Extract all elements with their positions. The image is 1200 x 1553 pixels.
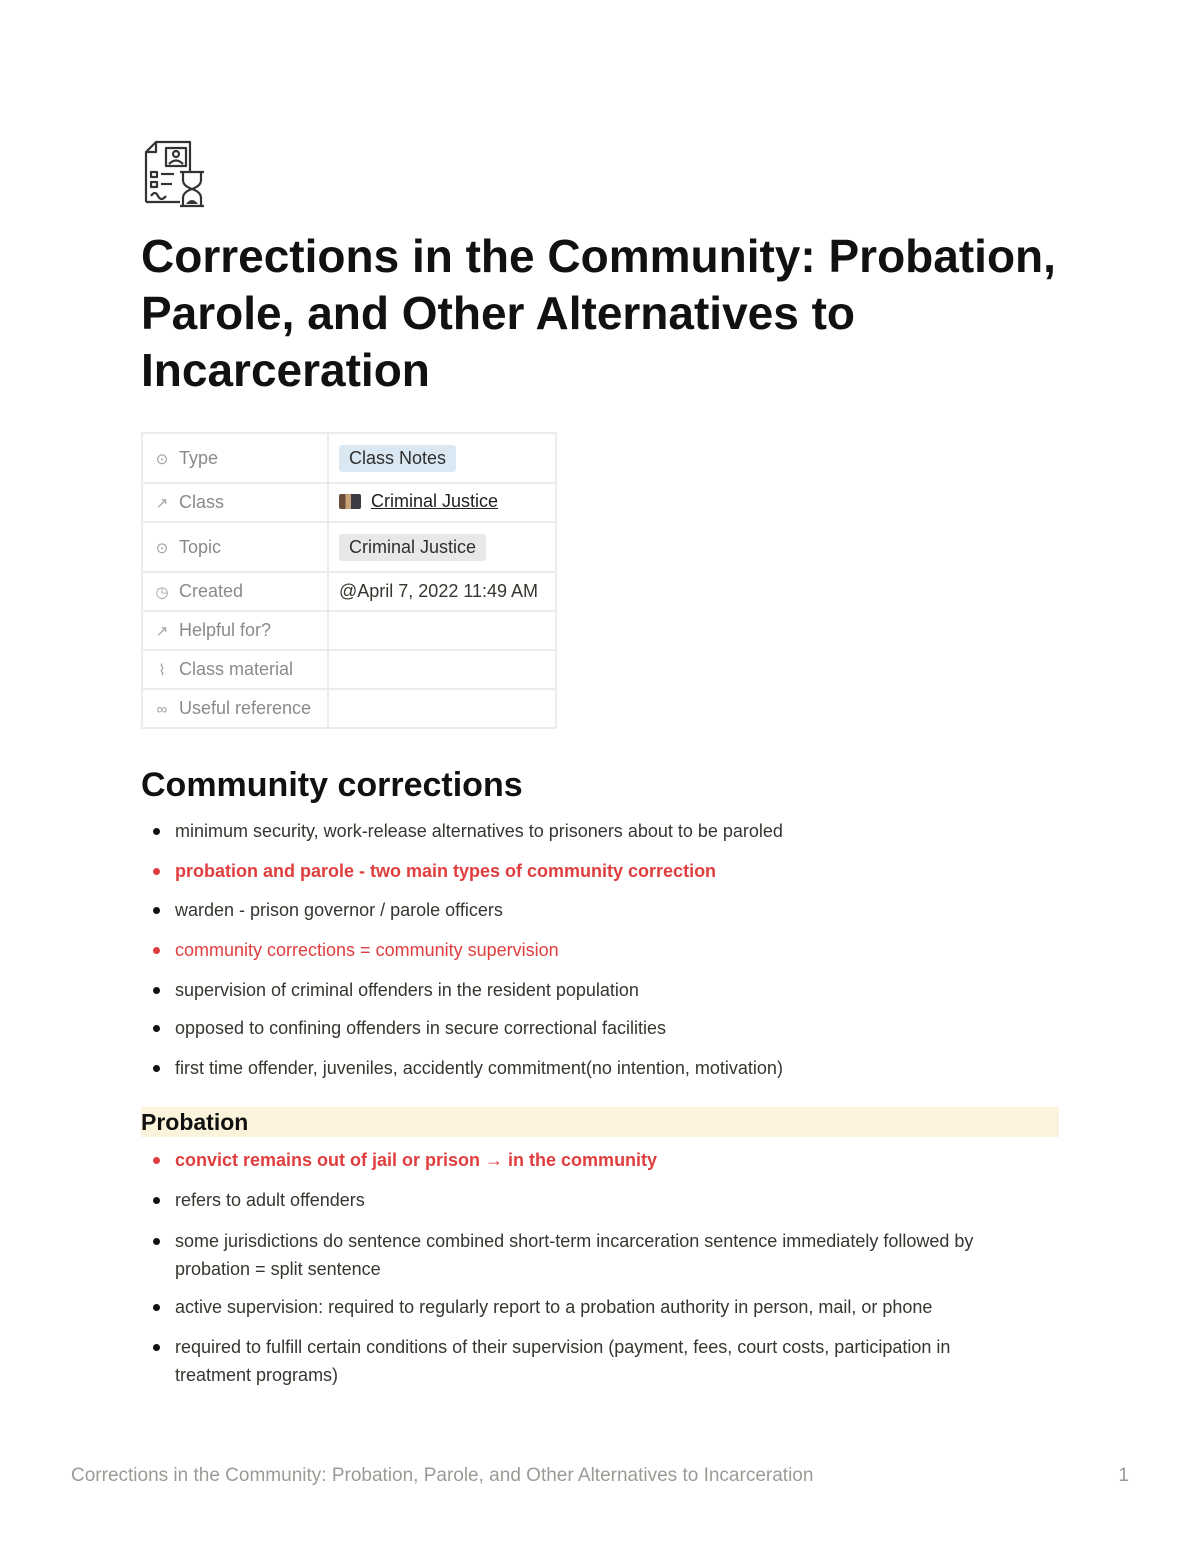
class-thumbnail (339, 494, 361, 509)
property-row-class-material (142, 650, 556, 689)
property-row-helpful-for (142, 611, 556, 650)
list-item: community corrections = community supervision (151, 936, 1031, 964)
list-item: refers to adult offenders (151, 1186, 1031, 1214)
property-key: ↗ Helpful for? (142, 611, 328, 650)
property-row-type (142, 433, 556, 483)
select-icon: ⊙ (155, 450, 169, 468)
probation-list (151, 1146, 1031, 1389)
list-item: probation and parole - two main types of community correction (151, 857, 1031, 885)
type-tag[interactable]: Class Notes (339, 445, 456, 472)
document-hourglass-icon (142, 140, 208, 210)
list-item: required to fulfill certain conditions of their supervision (payment, fees, court costs, participation in treatment programs) (151, 1333, 1031, 1389)
property-row-useful-reference (142, 689, 556, 728)
property-key: ↗ Class (142, 483, 328, 522)
page-title: Corrections in the Community: Probation, Parole, and Other Alternatives to Incarceration (141, 230, 1056, 396)
class-relation-link[interactable]: Criminal Justice (371, 491, 499, 511)
property-value-empty[interactable] (328, 650, 556, 689)
property-row-class (142, 483, 556, 522)
footer-title: Corrections in the Community: Probation, Parole, and Other Alternatives to Incarceration (71, 1465, 814, 1486)
paperclip-icon: ⌇ (158, 662, 166, 679)
section-heading-community: Community corrections (141, 766, 523, 804)
arrow-up-right-icon: ↗ (155, 623, 169, 640)
list-item: minimum security, work-release alternatives to prisoners about to be paroled (151, 817, 1031, 845)
list-item: supervision of criminal offenders in the resident population (151, 976, 1031, 1004)
property-value-empty[interactable] (328, 611, 556, 650)
property-value[interactable] (328, 483, 556, 522)
select-icon: ⊙ (155, 539, 169, 557)
community-list (151, 817, 1031, 1082)
list-item: convict remains out of jail or prison → in the community (151, 1146, 1031, 1174)
property-key: ⊙ Topic (142, 522, 328, 572)
properties-table (141, 432, 557, 729)
property-value[interactable] (328, 522, 556, 572)
list-item: first time offender, juveniles, accidently commitment(no intention, motivation) (151, 1054, 1031, 1082)
property-key: ⊙ Type (142, 433, 328, 483)
property-value-empty[interactable] (328, 689, 556, 728)
property-key: ◷ Created (142, 572, 328, 611)
property-row-topic (142, 522, 556, 572)
property-key: ⌇ Class material (142, 650, 328, 689)
clock-icon: ◷ (155, 584, 169, 601)
list-item: some jurisdictions do sentence combined short-term incarceration sentence immediately followed by probation = split sentence (151, 1227, 1031, 1283)
page-number: 1 (1118, 1465, 1129, 1486)
property-value[interactable] (328, 433, 556, 483)
topic-tag[interactable]: Criminal Justice (339, 534, 486, 561)
created-date: @April 7, 2022 11:49 AM (328, 572, 556, 611)
property-row-created (142, 572, 556, 611)
section-heading-probation: Probation (141, 1107, 1059, 1137)
list-item: warden - prison governor / parole officers (151, 896, 1031, 924)
list-item: active supervision: required to regularly report to a probation authority in person, mail, or phone (151, 1293, 1031, 1321)
list-item: opposed to confining offenders in secure correctional facilities (151, 1014, 1031, 1042)
page-footer (71, 1465, 1129, 1487)
arrow-up-right-icon: ↗ (155, 495, 169, 512)
property-key: ∞ Useful reference (142, 689, 328, 728)
link-icon: ∞ (156, 701, 168, 718)
